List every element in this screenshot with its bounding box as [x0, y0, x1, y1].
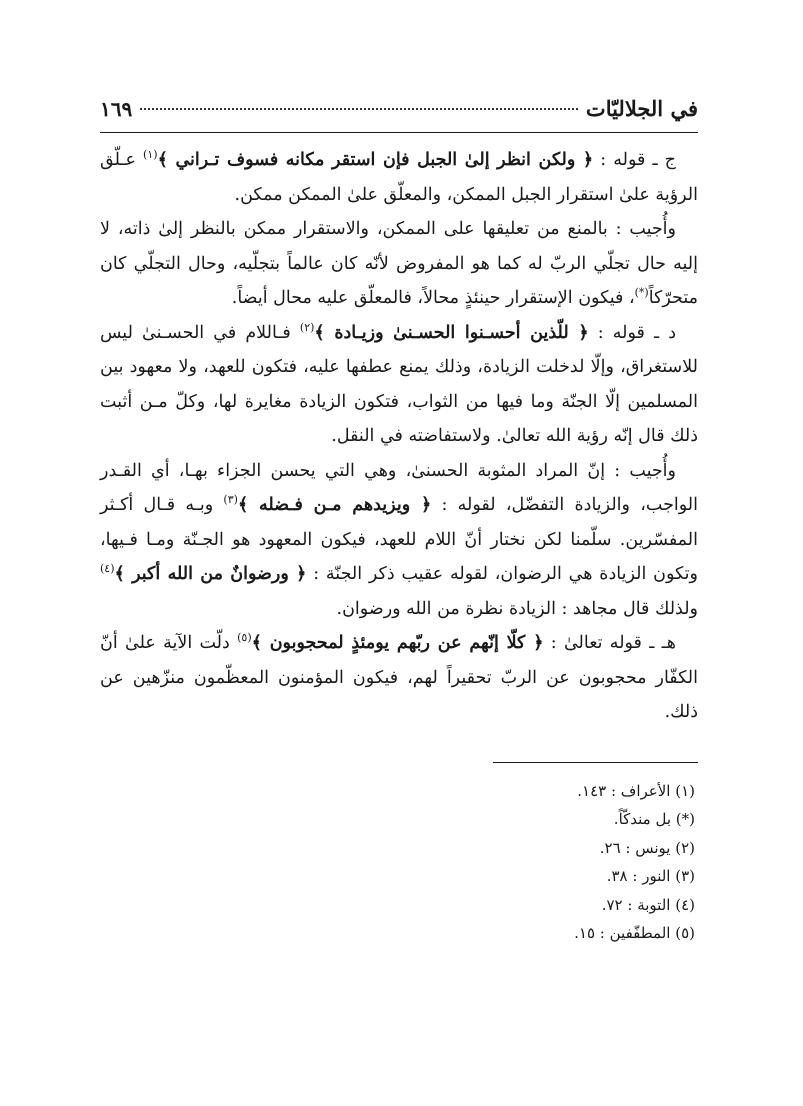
running-header-title: في الجلاليّات [585, 96, 698, 121]
footnote-entry: (*) بل مندكّاً. [613, 810, 695, 828]
header-dot-leader [140, 108, 578, 110]
footnote-marker: (١) [143, 148, 158, 162]
body-text-segment: عـلّق الرؤية علىٰ استقرار الجبل الممكن، والمعلّق علىٰ الممكن ممكن. [100, 150, 698, 205]
ornate-bracket: ﴾ [251, 633, 262, 653]
ornate-bracket: ﴿ [420, 495, 432, 515]
ornate-bracket: ﴿ [533, 633, 544, 653]
footnote-entry: (٢) يونس : ٢٦. [599, 838, 695, 857]
paragraph-c [100, 143, 698, 212]
quran-verse: كلّا إنّهم عن ربّهم يومئذٍ لمحجوبون [261, 633, 534, 653]
footnote-entry: (٥) المطفّفين : ١٥. [574, 924, 695, 942]
body-text-segment: ، فيكون الإستقرار حينئذٍ محالاً، فالمعلّق عليه محال أيضاً. [231, 288, 635, 308]
page-number: ١٦٩ [100, 97, 133, 121]
quran-verse: ورضوانٌ من الله أكبر [124, 564, 297, 584]
book-page [100, 96, 698, 948]
quran-verse: للّذين أحسـنوا الحسـنىٰ وزيـادة [324, 322, 579, 343]
body-text-segment: ولذلك قال مجاهد : الزيادة نظرة من الله ورضوان. [336, 598, 698, 619]
footnotes-block [100, 777, 698, 948]
footnote-entry: (٤) التوبة : ٧٢. [601, 895, 695, 914]
body-text-segment: هـ ـ قوله تعالىٰ : [543, 633, 676, 653]
footnote-marker: (٤) [100, 562, 115, 576]
body-text-segment: فـاللام في الحسـنىٰ ليس للاستغراق، وإلّا لدخلت الزيادة، وذلك يمنع عطفها عليه، فتكون للعهد، ولا معهود بين المسلمين إلّا الجنّة وما فيها من الثواب، فتكون الزيادة مغايرة لها، وكلّ مـن أثبت ذلك قال إنّه رؤية الله تعالىٰ. ولاستفاضته في النقل. [100, 322, 698, 446]
paragraph-d [100, 316, 698, 454]
quran-verse: ويزيدهم مـن فـضله [248, 495, 421, 515]
footnote-marker: (٣) [223, 493, 238, 507]
ornate-bracket: ﴿ [578, 322, 589, 343]
footnote-entry: (٣) النور : ٣٨. [606, 867, 695, 885]
footnote-marker: (*) [634, 286, 649, 300]
paragraph-c-answer [100, 212, 698, 316]
main-text [100, 143, 698, 730]
running-header [100, 96, 698, 133]
ornate-bracket: ﴾ [157, 150, 168, 170]
footnote-marker: (٢) [299, 320, 315, 334]
ornate-bracket: ﴾ [114, 564, 125, 584]
paragraph-d-answer [100, 454, 698, 627]
body-text-segment: د ـ قوله : [588, 322, 677, 343]
ornate-bracket: ﴾ [314, 322, 325, 343]
body-text-segment: وأُجيب : إنّ المراد المثوبة الحسنىٰ، وهي التي يحسن الجزاء بهـا، أي القـدر الواجب، والزيادة التفضّل، لقوله : [100, 460, 698, 515]
ornate-bracket: ﴿ [582, 150, 594, 170]
footnote-marker: (٥) [237, 631, 252, 645]
body-text-segment: ج ـ قوله : [593, 150, 676, 170]
quran-verse: ولكن انظر إلىٰ الجبل فإن استقر مكانه فسوف تـراني [167, 150, 583, 170]
ornate-bracket: ﴾ [237, 495, 249, 515]
body-text-segment: دلّت الآية علىٰ أنّ الكفّار محجوبون عن الربّ تحقيراً لهم، فيكون المؤمنون المعظّمون منزّهين عن ذلك. [100, 633, 698, 722]
footnote-entry: (١) الأعراف : ١٤٣. [577, 781, 695, 800]
body-text-segment: وأُجيب : بالمنع من تعليقها على الممكن، والاستقرار ممكن بالنظر إلىٰ ذاته، لا إليه حال تجلّي الربّ له كما هو المفروض لأنّه كان عالماً بتجلّيه، وحال التجلّي كان متحرّكاً [100, 219, 698, 308]
paragraph-h [100, 626, 698, 730]
body-text-segment: وبـه قـال أكـثر المفسّرين. سلّمنا لكن نختار أنّ اللام للعهد، فيكون المعهود هو الجـنّة ومـا فـيها، وتكون الزيادة هي الرضوان، لقوله عقيب ذكر الجنّة : [100, 495, 698, 584]
footnote-separator [493, 762, 698, 763]
ornate-bracket: ﴿ [296, 564, 307, 584]
